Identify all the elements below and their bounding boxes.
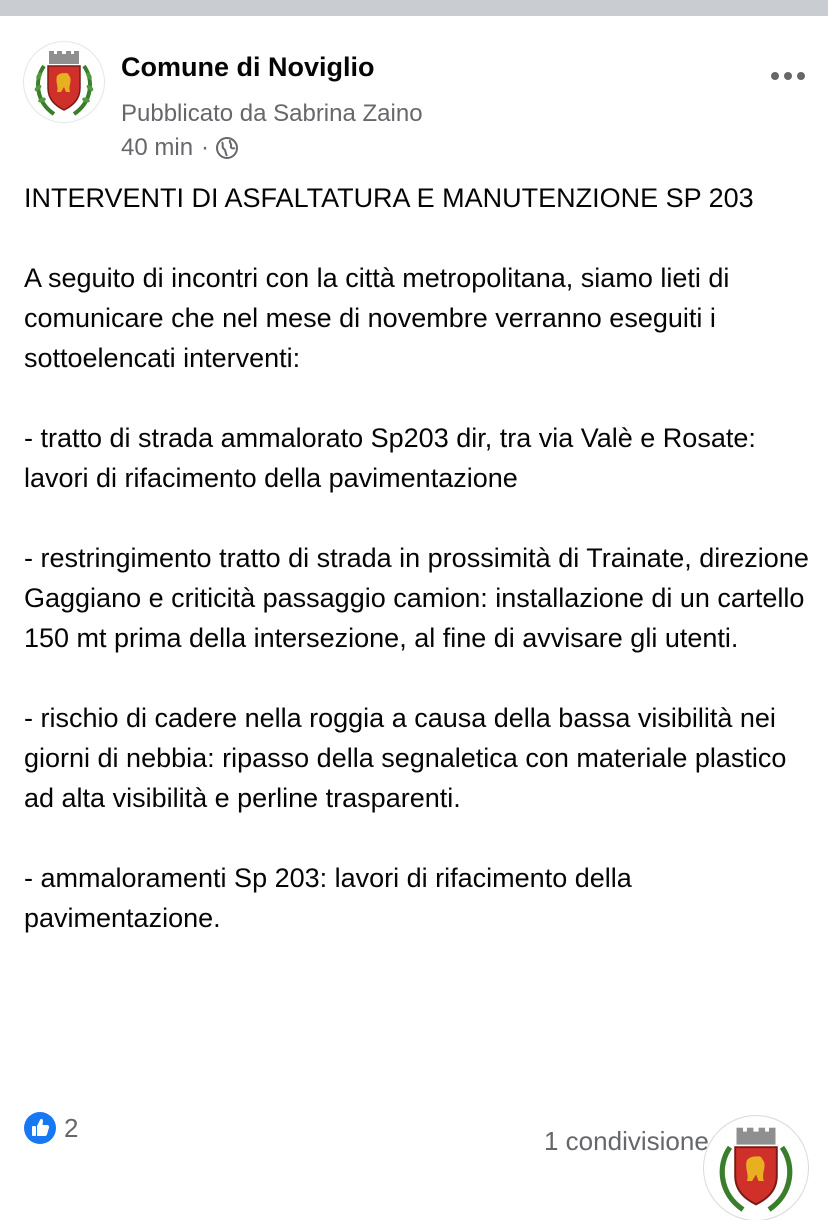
chat-head-avatar[interactable] (704, 1116, 808, 1220)
post-list-item: - ammaloramenti Sp 203: lavori di rifacimento della pavimentazione. (24, 863, 632, 933)
thumbs-up-icon (24, 1112, 56, 1144)
post-paragraph: A seguito di incontri con la città metropolitana, siamo lieti di comunicare che nel mese di novembre verranno eseguiti i sottoelencati interventi: (24, 263, 730, 373)
page-name[interactable]: Comune di Noviglio (121, 52, 375, 82)
reaction-count: 2 (64, 1112, 79, 1143)
municipal-crest-icon (24, 42, 104, 122)
post-list-item: - tratto di strada ammalorato Sp203 dir, tra via Valè e Rosate: lavori di rifacimento della pavimentazione (24, 423, 756, 493)
more-options-icon (770, 71, 806, 81)
meta-separator: · (201, 134, 210, 161)
more-options-button[interactable] (766, 56, 810, 96)
post-card (0, 16, 828, 1172)
post-meta (121, 134, 239, 162)
share-count[interactable]: 1 condivisione (544, 1126, 709, 1156)
post-heading: INTERVENTI DI ASFALTATURA E MANUTENZIONE SP 203 (24, 183, 754, 213)
post-list-item: - rischio di cadere nella roggia a causa della bassa visibilità nei giorni di nebbia: ripasso della segnaletica con materiale plastico ad alta visibilità e perline trasparenti. (24, 703, 787, 813)
top-separator (0, 0, 828, 16)
reactions-summary[interactable] (24, 1110, 78, 1146)
post-text (24, 178, 814, 938)
published-by: Pubblicato da Sabrina Zaino (121, 100, 423, 127)
page-avatar[interactable] (24, 42, 104, 122)
post-list-item: - restringimento tratto di strada in prossimità di Trainate, direzione Gaggiano e criticità passaggio camion: installazione di un cartello 150 mt prima della intersezione, al fine di avvisare gli utenti. (24, 543, 809, 653)
post-timestamp[interactable]: 40 min (121, 134, 194, 161)
municipal-crest-icon (704, 1116, 808, 1220)
globe-icon (215, 136, 239, 160)
